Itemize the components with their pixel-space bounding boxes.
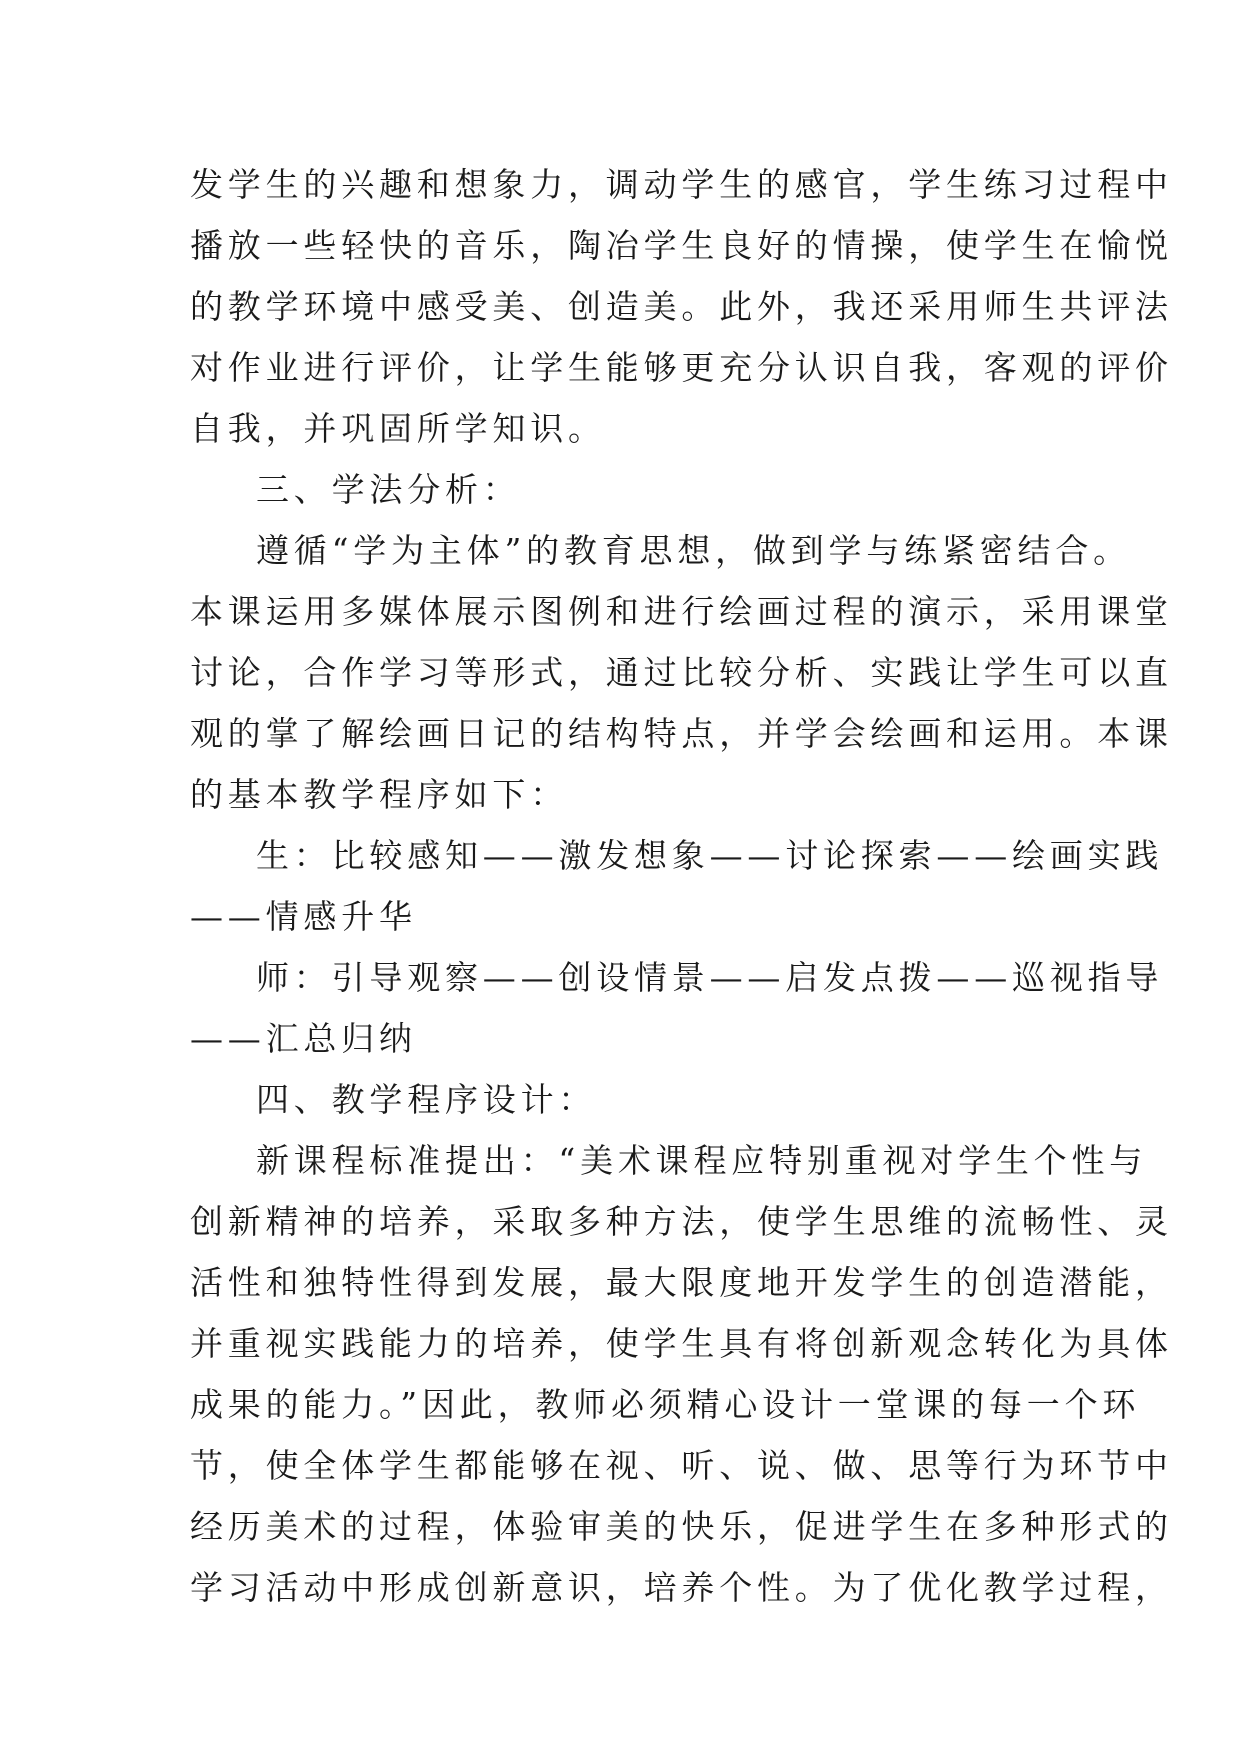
section-heading: 三、学法分析： bbox=[256, 470, 521, 509]
text-line: 播放一些轻快的音乐，陶冶学生良好的情操，使学生在愉悦 bbox=[190, 226, 1173, 265]
text-line: 学习活动中形成创新意识，培养个性。为了优化教学过程， bbox=[190, 1568, 1173, 1607]
text-line: 自我，并巩固所学知识。 bbox=[190, 409, 606, 448]
text-line: 本课运用多媒体展示图例和进行绘画过程的演示，采用课堂 bbox=[190, 592, 1173, 631]
text-line: 的教学环境中感受美、创造美。此外，我还采用师生共评法 bbox=[190, 287, 1173, 326]
section-heading: 四、教学程序设计： bbox=[256, 1080, 597, 1119]
text-line: 讨论，合作学习等形式，通过比较分析、实践让学生可以直 bbox=[190, 653, 1173, 692]
text-line: 节，使全体学生都能够在视、听、说、做、思等行为环节中 bbox=[190, 1446, 1173, 1485]
text-line: 成果的能力。”因此，教师必须精心设计一堂课的每一个环 bbox=[190, 1385, 1141, 1424]
text-line: 师：引导观察——创设情景——启发点拨——巡视指导 bbox=[256, 958, 1164, 997]
text-line: 并重视实践能力的培养，使学生具有将创新观念转化为具体 bbox=[190, 1324, 1173, 1363]
text-line: 发学生的兴趣和想象力，调动学生的感官，学生练习过程中 bbox=[190, 165, 1173, 204]
text-line: 对作业进行评价，让学生能够更充分认识自我，客观的评价 bbox=[190, 348, 1173, 387]
text-line: 生：比较感知——激发想象——讨论探索——绘画实践 bbox=[256, 836, 1164, 875]
text-line: 的基本教学程序如下： bbox=[190, 775, 568, 814]
text-line: 新课程标准提出：“美术课程应特别重视对学生个性与 bbox=[256, 1141, 1148, 1180]
text-line: 活性和独特性得到发展，最大限度地开发学生的创造潜能， bbox=[190, 1263, 1173, 1302]
text-line: 经历美术的过程，体验审美的快乐，促进学生在多种形式的 bbox=[190, 1507, 1173, 1546]
text-line: 观的掌了解绘画日记的结构特点，并学会绘画和运用。本课 bbox=[190, 714, 1173, 753]
document-body bbox=[190, 154, 1173, 1618]
text-line: 创新精神的培养，采取多种方法，使学生思维的流畅性、灵 bbox=[190, 1202, 1173, 1241]
text-line: ——情感升华 bbox=[190, 897, 417, 936]
text-line: ——汇总归纳 bbox=[190, 1019, 417, 1058]
text-line: 遵循“学为主体”的教育思想，做到学与练紧密结合。 bbox=[256, 531, 1131, 570]
